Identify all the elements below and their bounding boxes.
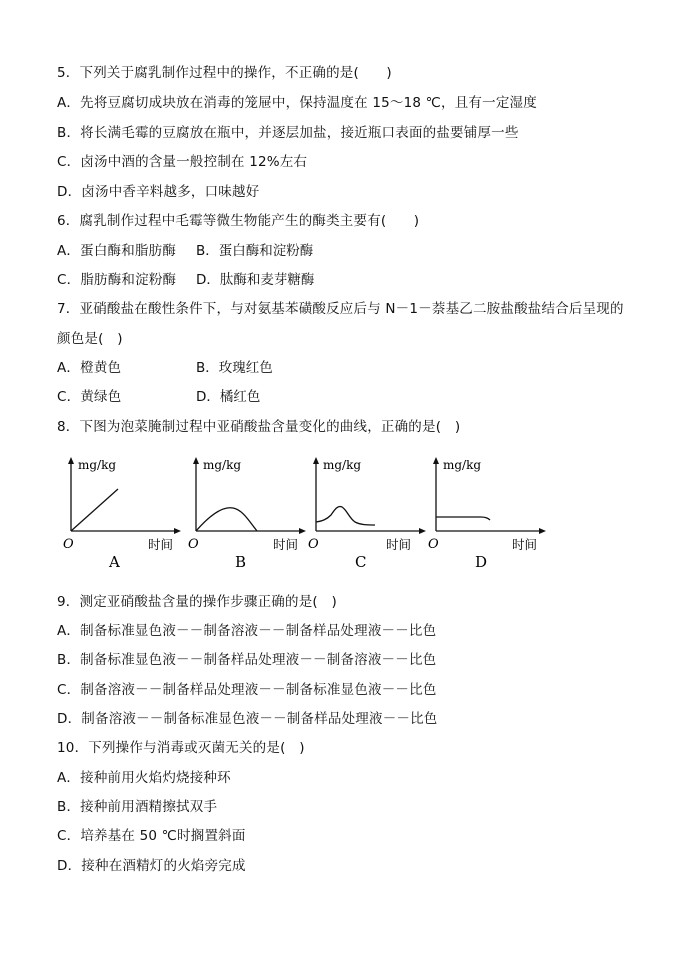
question-10-stem: 10．下列操作与消毒或灭菌无关的是( ) (57, 740, 305, 756)
question-9-option-c: C．制备溶液－－制备样品处理液－－制备标准显色液－－比色 (57, 682, 437, 698)
chart-c-curve (316, 506, 375, 525)
chart-panel-b (185, 455, 313, 575)
question-6-option-b: B．蛋白酶和淀粉酶 (196, 243, 314, 259)
chart-d-origin: O (428, 537, 439, 552)
chart-a-ylabel: mg/kg (78, 458, 117, 472)
question-7-option-b: B．玫瑰红色 (196, 360, 273, 376)
chart-a-curve (71, 489, 118, 531)
question-10-option-a: A．接种前用火焰灼烧接种环 (57, 770, 231, 786)
chart-d-panel-label: D (475, 553, 488, 571)
chart-b-curve (196, 508, 257, 531)
question-5-option-a: A．先将豆腐切成块放在消毒的笼屉中，保持温度在 15～18 ℃，且有一定湿度 (57, 95, 537, 111)
question-7-option-c: C．黄绿色 (57, 389, 122, 405)
question-5-option-b: B．将长满毛霉的豆腐放在瓶中，并逐层加盐，接近瓶口表面的盐要铺厚一些 (57, 125, 519, 141)
chart-b-ylabel: mg/kg (203, 458, 242, 472)
chart-c-y-arrow (313, 457, 319, 464)
chart-b-svg (185, 455, 313, 575)
question-6-option-d: D．肽酶和麦芽糖酶 (196, 272, 315, 288)
chart-c-svg (305, 455, 433, 575)
question-6-stem: 6．腐乳制作过程中毛霉等微生物能产生的酶类主要有( ) (57, 213, 420, 229)
question-9-stem: 9．测定亚硝酸盐含量的操作步骤正确的是( ) (57, 594, 338, 610)
chart-b-origin: O (188, 537, 199, 552)
chart-d-y-arrow (433, 457, 439, 464)
chart-a-panel-label: A (109, 553, 120, 571)
question-6-option-c: C．脂肪酶和淀粉酶 (57, 272, 177, 288)
chart-b-xlabel: 时间 (273, 537, 299, 552)
question-5-option-c: C．卤汤中酒的含量一般控制在 12%左右 (57, 154, 308, 170)
chart-b-y-arrow (193, 457, 199, 464)
chart-c-panel-label: C (355, 553, 367, 571)
chart-panel-d (425, 455, 553, 575)
chart-a-x-arrow (174, 528, 181, 534)
question-7-stem-line1: 7．亚硝酸盐在酸性条件下，与对氨基苯磺酸反应后与 N－1－萘基乙二胺盐酸盐结合后呈现的 (57, 301, 624, 317)
question-10-option-d: D．接种在酒精灯的火焰旁完成 (57, 858, 246, 874)
chart-c-origin: O (308, 537, 319, 552)
chart-a-svg (60, 455, 188, 575)
question-5-stem: 5．下列关于腐乳制作过程中的操作，不正确的是( ) (57, 65, 392, 81)
question-7-option-a: A．橙黄色 (57, 360, 122, 376)
question-8-stem: 8．下图为泡菜腌制过程中亚硝酸盐含量变化的曲线，正确的是( ) (57, 419, 461, 435)
chart-a-y-arrow (68, 457, 74, 464)
chart-d-curve (436, 517, 490, 520)
chart-a-xlabel: 时间 (148, 537, 174, 552)
chart-panel-a (60, 455, 188, 575)
question-9-option-b: B．制备标准显色液－－制备样品处理液－－制备溶液－－比色 (57, 652, 437, 668)
chart-c-xlabel: 时间 (386, 537, 412, 552)
question-6-option-a: A．蛋白酶和脂肪酶 (57, 243, 177, 259)
chart-d-x-arrow (539, 528, 546, 534)
question-10-option-b: B．接种前用酒精擦拭双手 (57, 799, 218, 815)
question-7-option-d: D．橘红色 (196, 389, 261, 405)
chart-d-ylabel: mg/kg (443, 458, 482, 472)
chart-d-xlabel: 时间 (512, 537, 538, 552)
question-9-option-d: D．制备溶液－－制备标准显色液－－制备样品处理液－－比色 (57, 711, 438, 727)
chart-a-origin: O (63, 537, 74, 552)
chart-panel-c (305, 455, 433, 575)
chart-b-panel-label: B (235, 553, 247, 571)
chart-d-svg (425, 455, 553, 575)
question-5-option-d: D．卤汤中香辛料越多，口味越好 (57, 184, 260, 200)
question-7-stem-line2: 颜色是( ) (57, 331, 123, 347)
question-10-option-c: C．培养基在 50 ℃时搁置斜面 (57, 828, 246, 844)
chart-c-ylabel: mg/kg (323, 458, 362, 472)
question-9-option-a: A．制备标准显色液－－制备溶液－－制备样品处理液－－比色 (57, 623, 437, 639)
